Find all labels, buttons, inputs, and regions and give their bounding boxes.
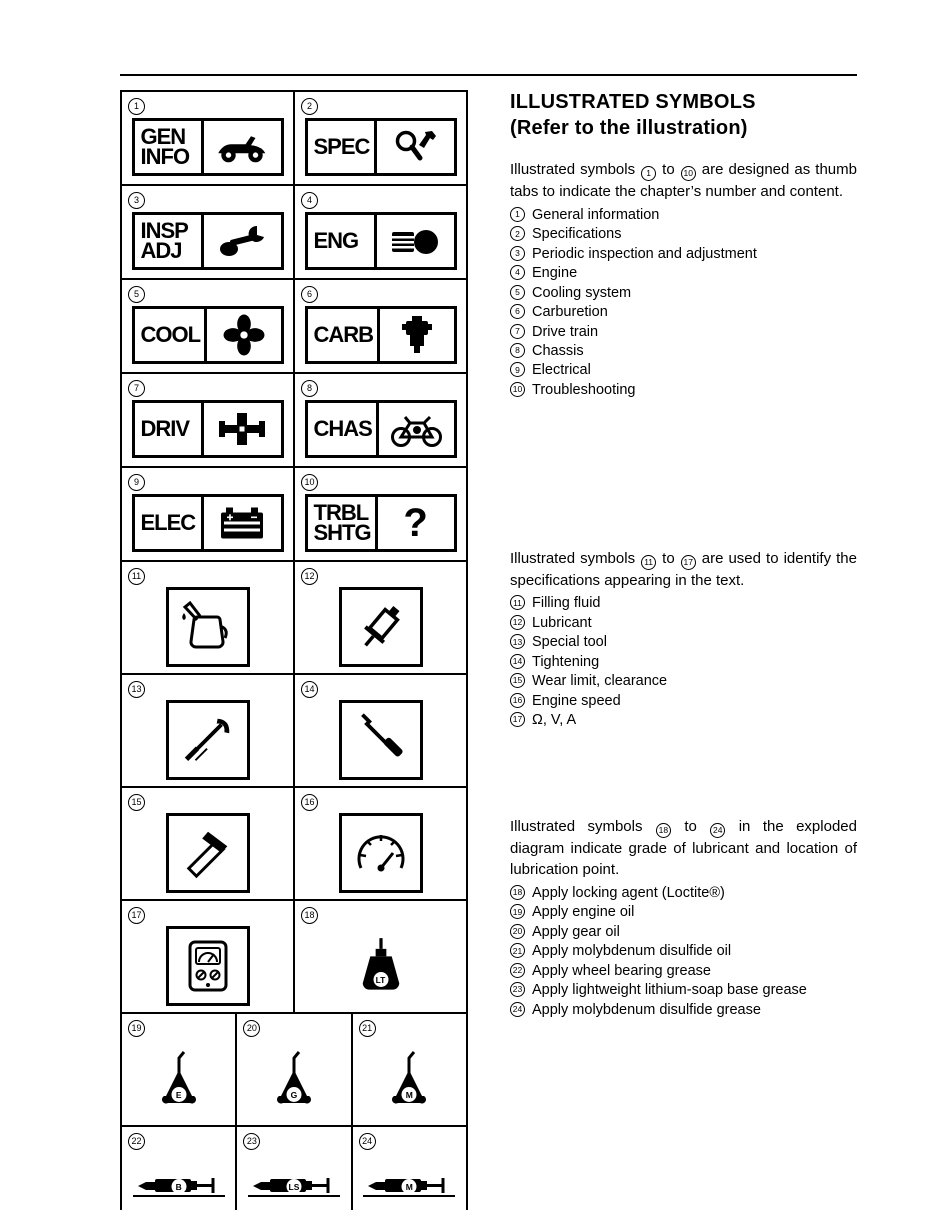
item-number: 10 [510,382,525,397]
item-number: 11 [510,595,525,610]
chapter-cell-driv [122,374,295,466]
list-item [510,283,857,302]
list-item [510,652,857,671]
item-number: 20 [243,1020,260,1037]
item-number: 23 [510,982,525,997]
inline-number: 11 [641,555,656,570]
item-number: 7 [128,380,145,397]
item-number: 13 [510,634,525,649]
item-label: Carburetion [532,304,608,321]
chapter-tab-label [135,309,205,361]
chapter-tab-insp-adj [132,212,284,270]
panel-row [122,1014,466,1127]
item-label: Lubricant [532,614,592,631]
item-number: 14 [301,681,318,698]
chapter-cell-insp-adj [122,186,295,278]
measuring-tools-icon [377,121,454,173]
item-label: Apply molybdenum disulfide oil [532,943,732,960]
list-item [510,672,857,691]
item-label: Special tool [532,634,607,651]
section-spec-symbols [510,548,857,730]
chassis-icon [379,403,454,455]
tab-label-line1: SPEC [313,133,370,159]
question-mark-glyph: ? [403,501,428,545]
item-number: 2 [510,226,525,241]
tab-label-line2: SHTG [313,520,371,545]
item-number: 17 [128,907,145,924]
tab-label-line1: CARB [313,321,374,347]
item-number: 16 [301,794,318,811]
list-item [510,341,857,360]
item-number: 7 [510,324,525,339]
grease-letter: B [171,1179,186,1194]
panel-row [122,186,466,280]
item-number: 2 [301,98,318,115]
item-number: 15 [510,673,525,688]
question-mark-icon [378,497,454,549]
torque-wrench-icon [339,700,423,780]
symbol-cell-locking-agent [295,901,466,1012]
item-number: 8 [510,343,525,358]
item-label: Engine [532,265,578,282]
symbol-cell-tightening [295,675,466,786]
item-number: 12 [301,568,318,585]
chapter-cell-spec [295,92,466,184]
list-item [510,981,857,1000]
chapter-cell-carb [295,280,466,372]
chapter-cell-chas [295,374,466,466]
panel-row [122,788,466,901]
tab-label-line1: ENG [313,227,359,253]
item-number: 21 [359,1020,376,1037]
tab-label-line2: ADJ [140,238,182,263]
chapter-cell-elec [122,468,295,560]
item-label: Apply engine oil [532,904,635,921]
illustrated-symbols-panel [120,90,468,1210]
loctite-bottle-icon [339,926,423,1006]
item-number: 24 [510,1002,525,1017]
symbol-cell-electric [122,901,295,1012]
grease-gun-side-icon [361,1152,457,1210]
item-number: 1 [510,207,525,222]
chapter-tab-gen-info [132,118,284,176]
page-title: ILLUSTRATED SYMBOLS [510,91,756,113]
inline-number: 10 [681,166,696,181]
oil-squirt-can-icon [367,1039,451,1119]
chapter-tab-label [308,309,378,361]
intro-text: to [657,549,680,567]
item-number: 5 [128,286,145,303]
panel-row [122,562,466,675]
item-number: 4 [510,265,525,280]
panel-row [122,675,466,788]
list-item [510,205,857,224]
item-number: 5 [510,285,525,300]
item-label: Specifications [532,226,622,243]
symbol-cell-engine-speed [295,788,466,899]
chapter-tab-trbl-shtg [305,494,457,552]
item-number: 16 [510,693,525,708]
chapter-tab-eng [305,212,457,270]
tab-label-line1: GEN [140,123,186,149]
item-number: 20 [510,924,525,939]
item-label: Wear limit, clearance [532,673,668,690]
list-item [510,942,857,961]
grease-gun-side-icon [246,1152,342,1210]
item-label: Cooling system [532,284,632,301]
intro-text: are designed as thumb tabs to indicate the chapter’s number and content. [510,161,857,200]
symbol-cell-special-tool [122,675,295,786]
inline-number: 18 [656,823,671,838]
item-label: General information [532,206,660,223]
item-number: 12 [510,615,525,630]
legend-list [510,205,857,400]
list-item [510,264,857,283]
chapter-tab-cool [132,306,284,364]
item-number: 13 [128,681,145,698]
oil-can-icon [166,587,250,667]
panel-row [122,1127,466,1210]
oiler-cell-gear-oil [237,1014,352,1125]
oiler-letter: E [171,1087,186,1102]
chapter-tab-label [135,215,201,267]
battery-icon [204,497,281,549]
tab-label-line1: ELEC [140,509,196,535]
item-label: Filling fluid [532,595,601,612]
section-chapter-tabs [510,159,857,400]
section-intro [510,816,857,880]
tab-label-line1: INSP [140,217,188,243]
chapter-tab-label [308,215,374,267]
item-number: 6 [301,286,318,303]
atv-icon [204,121,281,173]
intro-text: Illustrated symbols [510,549,641,567]
panel-row [122,468,466,562]
item-number: 4 [301,192,318,209]
intro-text: in the exploded diagram indicate grade of lubricant and location of lubrication point. [510,817,857,879]
tachometer-icon [339,813,423,893]
chapter-tab-label [135,497,201,549]
section-intro [510,159,857,202]
chapter-tab-carb [305,306,457,364]
chapter-tab-label [308,497,375,549]
chapter-tab-label [135,403,201,455]
item-label: Drive train [532,323,599,340]
item-number: 14 [510,654,525,669]
grease-letter: LS [286,1179,301,1194]
legend-list [510,883,857,1019]
page-content [120,90,857,1210]
oiler-cell-engine-oil [122,1014,237,1125]
item-number: 1 [128,98,145,115]
list-item [510,322,857,341]
intro-text: are used to identify the specifications appearing in the text. [510,549,857,589]
item-number: 18 [301,907,318,924]
wear-gauge-icon [166,813,250,893]
inline-number: 1 [641,166,656,181]
tab-label-line1: CHAS [313,415,372,441]
list-item [510,380,857,399]
list-item [510,633,857,652]
list-item [510,594,857,613]
item-number: 8 [301,380,318,397]
item-label: Apply lightweight lithium-soap base grease [532,982,807,999]
grease-cell-wheel-bearing [122,1127,237,1210]
item-number: 23 [243,1133,260,1150]
tab-label-line2: INFO [140,144,190,169]
oiler-letter: G [286,1087,301,1102]
drive-shaft-icon [204,403,281,455]
carburetor-icon [380,309,453,361]
grease-gun-icon [339,587,423,667]
item-number: 9 [128,474,145,491]
item-number: 21 [510,943,525,958]
symbol-cell-lubricant [295,562,466,673]
section-intro [510,548,857,591]
item-number: 3 [510,246,525,261]
list-item [510,922,857,941]
item-number: 24 [359,1133,376,1150]
list-item [510,303,857,322]
text-column [468,90,857,1020]
item-number: 15 [128,794,145,811]
item-label: Apply gear oil [532,923,620,940]
oil-squirt-can-icon [252,1039,336,1119]
item-number: 10 [301,474,318,491]
section-lubrication-symbols [510,816,857,1020]
chapter-tab-driv [132,400,284,458]
legend-list [510,594,857,730]
special-tool-icon [166,700,250,780]
item-label: Apply locking agent (Loctite®) [532,884,725,901]
fan-icon [207,309,280,361]
intro-text: Illustrated symbols [510,817,655,835]
list-item [510,244,857,263]
intro-text: to [657,161,680,179]
item-label: Tightening [532,653,600,670]
oiler-letter: M [402,1087,417,1102]
list-item [510,903,857,922]
list-item [510,711,857,730]
engine-icon [377,215,454,267]
oiler-cell-moly-oil [353,1014,466,1125]
intro-text: Illustrated symbols [510,161,641,179]
list-item [510,225,857,244]
list-item [510,613,857,632]
item-label: Chassis [532,343,584,359]
chapter-tab-label [308,121,374,173]
item-number: 22 [510,963,525,978]
item-number: 3 [128,192,145,209]
list-item [510,361,857,380]
chapter-cell-eng [295,186,466,278]
list-item [510,691,857,710]
grease-cell-moly-grease [353,1127,466,1210]
chapter-cell-gen-info [122,92,295,184]
item-label: Troubleshooting [532,381,636,398]
symbol-cell-filling-fluid [122,562,295,673]
item-label: Apply molybdenum disulfide grease [532,1001,761,1018]
item-number: 6 [510,304,525,319]
list-item [510,961,857,980]
tab-label-line1: DRIV [140,415,190,441]
panel-row [122,280,466,374]
panel-row [122,901,466,1014]
inline-number: 17 [681,555,696,570]
oil-squirt-can-icon [137,1039,221,1119]
item-label: Electrical [532,362,591,379]
chapter-tab-label [135,121,201,173]
panel-row [122,374,466,468]
chapter-tab-elec [132,494,284,552]
intro-text: to [671,817,710,835]
symbol-cell-wear-limit [122,788,295,899]
wrench-hand-icon [204,215,281,267]
inline-number: 24 [710,823,725,838]
item-number: 17 [510,712,525,727]
chapter-tab-spec [305,118,457,176]
list-item [510,883,857,902]
top-rule [120,74,857,76]
tab-label-line1: TRBL [313,499,369,525]
page-subtitle: (Refer to the illustration) [510,116,748,139]
bottle-label: LT [373,972,388,987]
item-label: Ω, V, A [532,712,577,729]
grease-gun-side-icon [131,1152,227,1210]
grease-letter: M [402,1179,417,1194]
tab-label-line1: COOL [140,321,201,347]
panel-row [122,92,466,186]
item-number: 19 [128,1020,145,1037]
item-number: 18 [510,885,525,900]
item-label: Apply wheel bearing grease [532,962,711,979]
item-number: 22 [128,1133,145,1150]
multimeter-icon [166,926,250,1006]
item-number: 9 [510,362,525,377]
chapter-tab-label [308,403,376,455]
chapter-cell-cool [122,280,295,372]
item-label: Engine speed [532,692,621,709]
chapter-cell-trbl-shtg [295,468,466,560]
chapter-tab-chas [305,400,457,458]
grease-cell-lithium-soap [237,1127,352,1210]
item-label: Periodic inspection and adjustment [532,245,757,262]
item-number: 11 [128,568,145,585]
item-number: 19 [510,904,525,919]
list-item [510,1000,857,1019]
